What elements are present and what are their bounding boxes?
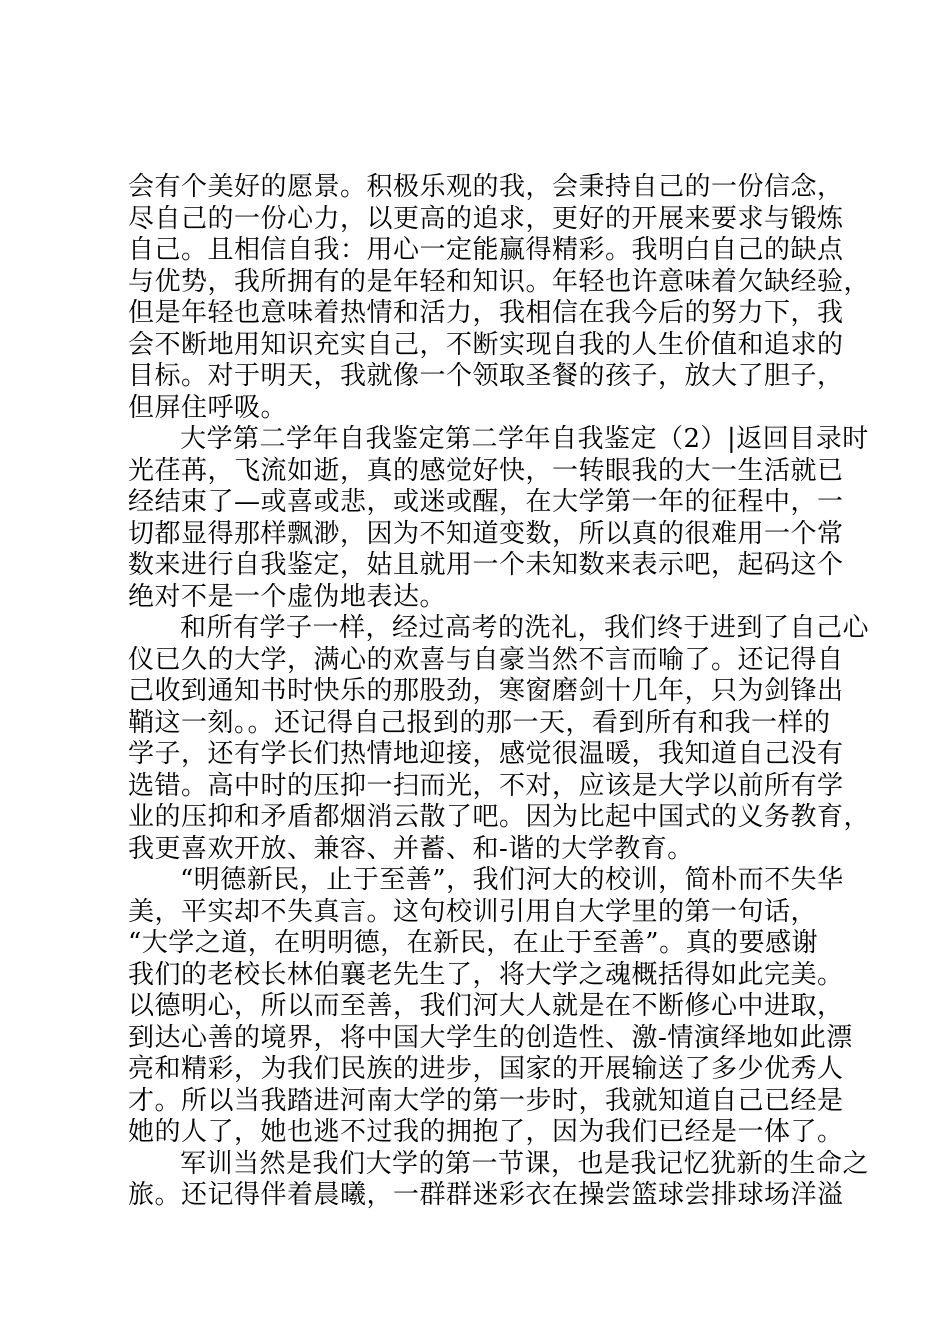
paragraph-start-line: 和所有学子一样，经过高考的洗礼，我们终于进到了自己心: [180, 613, 870, 643]
text-line: 亮和精彩，为我们民族的进步，国家的开展输送了多少优秀人: [128, 1054, 844, 1084]
text-line: 选错。高中时的压抑一扫而光，不对，应该是大学以前所有学: [128, 770, 844, 801]
text-line: 但是年轻也意味着热情和活力，我相信在我今后的努力下，我: [128, 298, 844, 328]
text-line: 会不断地用知识充实自己，不断实现自我的人生价值和追求的: [128, 329, 844, 360]
text-line: 绝对不是一个虚伪地表达。: [128, 581, 447, 612]
text-line: 自己。且相信自我：用心一定能赢得精彩。我明白自己的缺点: [128, 235, 844, 265]
paragraph-start-line: “明德新民，止于至善”，我们河大的校训，简朴而不失华: [180, 865, 844, 895]
text-line: 业的压抑和矛盾都烟消云散了吧。因为比起中国式的义务教育，: [128, 802, 871, 832]
paragraph-start-line: 军训当然是我们大学的第一节课，也是我记忆犹新的生命之: [180, 1148, 870, 1179]
text-line: 仪已久的大学，满心的欢喜与自豪当然不言而喻了。还记得自: [128, 644, 844, 675]
text-line: “大学之道，在明明德，在新民，在止于至善”。真的要感谢: [128, 928, 819, 958]
text-line: 己收到通知书时快乐的那股劲，寒窗磨剑十几年，只为剑锋出: [128, 676, 844, 706]
body-text: [128, 172, 871, 1212]
text-line: 经结束了—或喜或悲，或迷或醒，在大学第一年的征程中，一: [128, 487, 844, 517]
text-line: 光荏苒，飞流如逝，真的感觉好快，一转眼我的大一生活就已: [128, 455, 844, 486]
text-line: 学子，还有学长们热情地迎接，感觉很温暖，我知道自己没有: [128, 739, 844, 769]
text-line: 与优势，我所拥有的是年轻和知识。年轻也许意味着欠缺经验，: [128, 266, 871, 297]
text-line: 她的人了，她也逃不过我的拥抱了，因为我们已经是一体了。: [128, 1117, 844, 1147]
text-line: 才。所以当我踏进河南大学的第一步时，我就知道自己已经是: [128, 1085, 844, 1116]
text-line: 旅。还记得伴着晨曦，一群群迷彩衣在操尝篮球尝排球场洋溢: [128, 1180, 844, 1210]
text-line: 会有个美好的愿景。积极乐观的我，会秉持自己的一份信念，: [128, 172, 844, 202]
text-line: 美，平实却不失真言。这句校训引用自大学里的第一句话，: [128, 896, 818, 927]
text-line: 数来进行自我鉴定，姑且就用一个未知数来表示吧，起码这个: [128, 550, 844, 580]
text-line: 到达心善的境界，将中国大学生的创造性、激-情演绎地如此漂: [128, 1022, 853, 1053]
text-line: 以德明心，所以而至善，我们河大人就是在不断修心中进取，: [128, 991, 844, 1021]
text-line: 目标。对于明天，我就像一个领取圣餐的孩子，放大了胆子，: [128, 361, 844, 391]
text-line: 我更喜欢开放、兼容、并蓄、和-谐的大学教育。: [128, 833, 694, 864]
text-line: 但屏住呼吸。: [128, 392, 288, 423]
text-line: 尽自己的一份心力，以更高的追求，更好的开展来要求与锻炼: [128, 203, 844, 234]
text-line: 鞘这一刻。。还记得自己报到的那一天，看到所有和我一样的: [128, 707, 831, 738]
paragraph-start-line: 大学第二学年自我鉴定第二学年自我鉴定（2）|返回目录时: [180, 424, 869, 454]
text-line: 切都显得那样飘渺，因为不知道变数，所以真的很难用一个常: [128, 518, 844, 549]
text-line: 我们的老校长林伯襄老先生了，将大学之魂概括得如此完美。: [128, 959, 844, 990]
